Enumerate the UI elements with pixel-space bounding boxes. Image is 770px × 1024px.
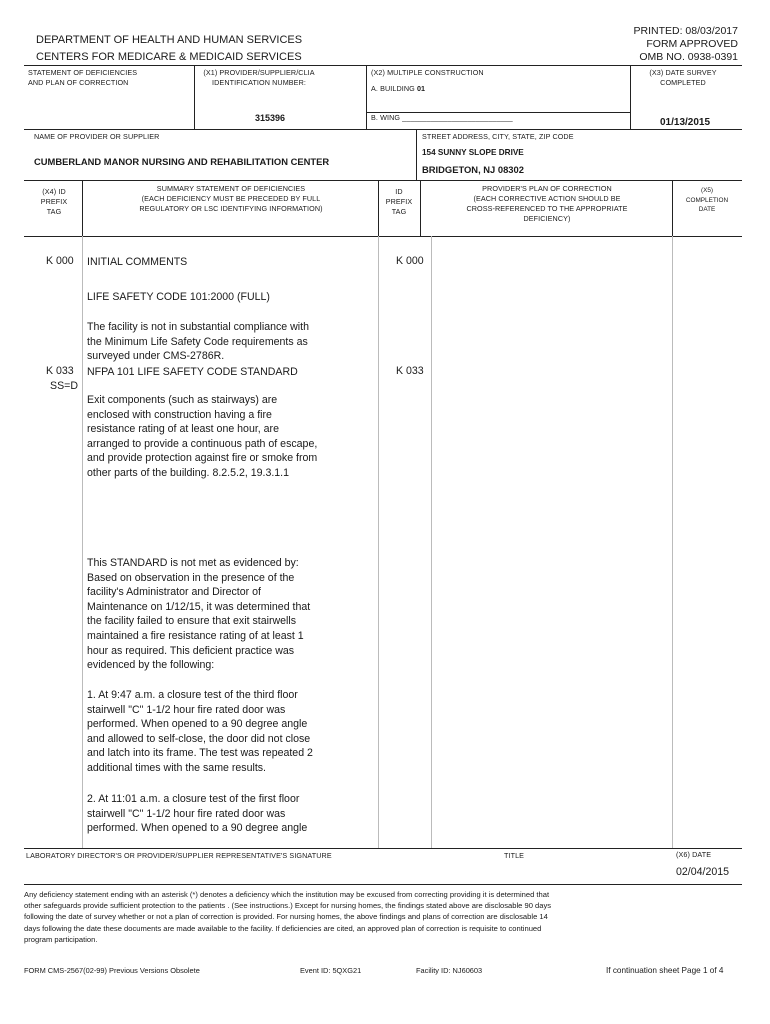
rule (24, 65, 742, 66)
wing-label: B. WING ___________________________ (371, 113, 513, 122)
continuation-page: If continuation sheet Page 1 of 4 (606, 966, 724, 975)
building-value: 01 (416, 84, 426, 93)
tag-k033-right: K 033 (396, 365, 424, 377)
rule (82, 236, 83, 848)
x6-label: (X6) DATE (676, 850, 712, 859)
form-approved: FORM APPROVED (646, 38, 738, 50)
provider-name: CUMBERLAND MANOR NURSING AND REHABILITATION CENTER (34, 156, 330, 167)
rule (672, 180, 673, 236)
x1-label: (X1) PROVIDER/SUPPLIER/CLIA IDENTIFICATION NUMBER: (203, 68, 315, 87)
rule (366, 65, 367, 129)
rule (82, 180, 83, 236)
id-prefix-header: ID PREFIX TAG (385, 187, 413, 216)
paragraph-finding-1: 1. At 9:47 a.m. a closure test of the third floor stairwell "C" 1-1/2 hour fire rated door was performed. When opened to a 90 degree angle and allowed to self-close, the door did not close and latch into its frame. The test was repeated 2 additional times with the same results. (87, 689, 313, 774)
paragraph-compliance: The facility is not in substantial compliance with the Minimum Life Safety Code requirements as surveyed under CMS-2786R. (87, 321, 309, 363)
tag-k033-severity: SS=D (50, 380, 78, 392)
rule (194, 65, 195, 129)
printed-date: PRINTED: 08/03/2017 (633, 25, 738, 37)
building-label-text: A. BUILDING (371, 84, 415, 93)
summary-header: SUMMARY STATEMENT OF DEFICIENCIES (EACH DEFICIENCY MUST BE PRECEDED BY FULL REGULATORY OR LSC IDENTIFYING INFORMATION) (139, 184, 323, 213)
cms-title: CENTERS FOR MEDICARE & MEDICAID SERVICES (36, 51, 302, 63)
rule (378, 236, 379, 848)
initial-comments: INITIAL COMMENTS (87, 256, 188, 268)
rule (24, 180, 742, 181)
rule (420, 180, 421, 236)
facility-id: Facility ID: NJ60603 (416, 966, 483, 975)
rule (24, 884, 742, 885)
address-label: STREET ADDRESS, CITY, STATE, ZIP CODE (422, 132, 574, 141)
rule (416, 129, 417, 180)
tag-k033: K 033 (46, 365, 74, 377)
provider-name-label: NAME OF PROVIDER OR SUPPLIER (34, 132, 160, 141)
x3-survey-date: 01/13/2015 (660, 117, 711, 128)
rule (24, 129, 742, 130)
paragraph-finding-2: 2. At 11:01 a.m. a closure test of the first floor stairwell "C" 1-1/2 hour fire rated door was performed. When opened to a 90 degree angle (87, 793, 308, 835)
signature-label: LABORATORY DIRECTOR'S OR PROVIDER/SUPPLIER REPRESENTATIVE'S SIGNATURE (26, 851, 332, 860)
rule (24, 236, 742, 237)
tag-k000-right: K 000 (396, 255, 424, 267)
tag-k000: K 000 (46, 255, 74, 267)
plan-header: PROVIDER'S PLAN OF CORRECTION (EACH CORRECTIVE ACTION SHOULD BE CROSS-REFERENCED TO THE APPROPRIATE DEFICIENCY) (466, 184, 628, 223)
x3-label: (X3) DATE SURVEY COMPLETED (649, 68, 717, 87)
x6-signature-date: 02/04/2015 (676, 866, 730, 878)
x1-provider-number: 315396 (255, 113, 286, 123)
x2-label: (X2) MULTIPLE CONSTRUCTION (371, 68, 484, 77)
department-title: DEPARTMENT OF HEALTH AND HUMAN SERVICES (36, 34, 303, 46)
form-number: FORM CMS-2567(02-99) Previous Versions Obsolete (24, 966, 200, 975)
lsc-line: LIFE SAFETY CODE 101:2000 (FULL) (87, 291, 270, 303)
rule (24, 848, 742, 849)
title-label: TITLE (504, 851, 525, 860)
building-label (371, 84, 425, 94)
address-line-1: 154 SUNNY SLOPE DRIVE (422, 148, 524, 157)
paragraph-exit-components: Exit components (such as stairways) are enclosed with construction having a fire resistance rating of at least one hour, are arranged to provide a continuous path of escape, and provide protection against fire or smoke from other parts of the building. 8.2.5.2, 19.3.1.1 (87, 394, 318, 479)
event-id: Event ID: 5QXG21 (300, 966, 362, 975)
disclaimer: Any deficiency statement ending with an asterisk (*) denotes a deficiency which the institution may be excused from correcting providing it is determined that other safeguards provide sufficient protection to the patients . (See instructions.) Except for nursing homes, the findings stated above are disclosable 90 days following the date of survey whether or not a plan of correction is provided. For nursing homes, the above findings and plans of correction are disclosable 14 days following the date these documents are made available to the facility. If deficiencies are cited, an approved plan of correction is requisite to continued program participation. (24, 890, 552, 944)
omb-number: OMB NO. 0938-0391 (639, 51, 738, 63)
rule (672, 236, 673, 848)
rule (431, 236, 432, 848)
statement-label: STATEMENT OF DEFICIENCIES AND PLAN OF CORRECTION (28, 68, 138, 87)
rule (630, 65, 631, 129)
x4-id-header: (X4) ID PREFIX TAG (40, 187, 68, 216)
nfpa-heading: NFPA 101 LIFE SAFETY CODE STANDARD (87, 366, 298, 378)
address-line-2: BRIDGETON, NJ 08302 (422, 164, 524, 175)
x5-header: (X5) COMPLETION DATE (685, 187, 729, 213)
paragraph-standard-not-met: This STANDARD is not met as evidenced by: Based on observation in the presence of the facility's Administrator and Director of Maintenance on 1/12/15, it was determined that the facility failed to ensure that exit stairwells maintained a fire resistance rating of at least 1 hour as required. This deficient practice was evidenced by the following: (87, 557, 311, 672)
